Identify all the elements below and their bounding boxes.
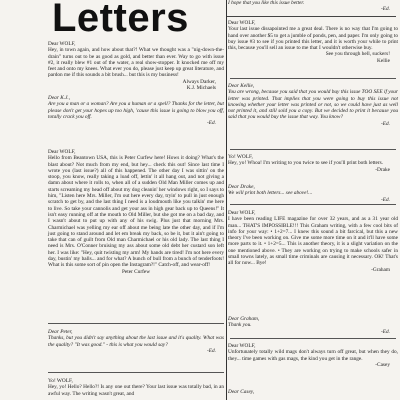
letter-signature: -Drake <box>375 166 390 173</box>
reply-salutation: Dear Graham, <box>228 316 260 322</box>
letter-salutation: Dear WOLF, <box>48 41 76 47</box>
letter-body: Hey, in town again, and how about that?! What we thought was a "nig-down-the-drain" turns out to be as good as gold, and better than ever. Way to go with issue #2, it really blew #1 out of the water, a real show-stopper. It knocked me off my feet and onto my knees. What ever you do, please just keep up great literature, and pardon me if this sounds a bit brush... but this is my business! <box>48 47 224 79</box>
letter-salutation: Dear WOLF, <box>228 210 256 216</box>
letter-yo <box>48 378 224 397</box>
page-title: Letters <box>52 0 189 40</box>
letter-casey <box>228 343 398 368</box>
letter-salutation: Dear WOLF, <box>228 20 256 26</box>
reply-graham <box>228 316 398 335</box>
reply-signature: -Ed. <box>207 347 216 354</box>
separator <box>230 149 396 150</box>
letter-salutation: Yo! WOLF, <box>228 154 253 160</box>
letter-salutation: Yo! WOLF, <box>48 378 73 384</box>
reply-body: You are wrong, because you said that you would buy this issue TOO SEE if your letter was printed. That implies that you were going to buy this issue not knowing whether your letter was printed or not, so we could have just as well not printed it, and still sold you a copy. But we decided to print it because you said that you would buy the issue that way. You know? <box>228 89 398 121</box>
reply-signature: -Ed. <box>381 196 390 203</box>
reply-body: Thanks, but you didn't say anything about the last issue and it's quality. What was the quality? "It was good." - this is what you would say? <box>48 335 224 348</box>
column-divider <box>226 0 227 400</box>
letter-graham <box>228 210 398 273</box>
letter-signature: -Graham <box>371 266 390 273</box>
letter-salutation: Dear WOLF, <box>48 149 76 155</box>
letter-signature: Kellie <box>377 57 390 64</box>
reply-signature: -Ed. <box>381 6 390 13</box>
letter-signoff: See you through hell, suckers! <box>325 51 390 58</box>
reply-continued <box>228 0 398 13</box>
reply-salutation: Dear Kellie, <box>228 83 255 89</box>
reply-kj <box>48 95 224 126</box>
reply-kellie <box>228 83 398 127</box>
separator <box>48 372 224 373</box>
letter-signature: -Casey <box>375 361 390 368</box>
letter-drake <box>228 154 398 173</box>
reply-salutation: Dear Casey, <box>228 389 255 395</box>
letter-signature: Peter Curfew <box>121 268 151 275</box>
letter-signoff: Always Darker, <box>182 78 216 85</box>
reply-body: Thank you. <box>228 322 252 329</box>
letter-body: Hello from Beantown USA, this is Peter Curfew here! Hows it doing? What's the blast about? Not much from my end, but hey... check this out! Since last time I wrote you (last issue?) all of this happened. The other day I was sittin' on the stoop, you know, really taking a load off, lettin' it all hang out, and not giving a damn about where it rolls to, when all of a sudden Old Man Miller comes up and starts screaming my head off about my dog cleanin' her windows right, so I says to him, "Listen here Mrs. Miller, I'm out here every day, tryin' to pull in just enough scratch to get by, and the last thing I need is a loudmouth like you talkin' me here to live. So take your cannolis and get your ass in high gear back up to Queens!" It isn't easy running off at the mouth to Old Miller, but she got me on a bad day, and I wasn't about to put up with any of his swig. Plus just that morning Mrs. Charmichael was yelling my ear off about me being late the other day, and if I'm just going to stand around and let em break my back, so be it, but it ain't going to take that can of guilt from Old man Charmichael or his old lady. The last thing I need is Mrs. O'Conner bruising my ass about some old debt her custard son left her. I was like: "Hey, quit twisting my arm! My hands are tired! I'm not here every day, bustin' my balls... and for what? A bunch of bull from a bunch of tenderfoots! What is this some sort of pin open the Instagram?!" Catch-off, and wear-off! <box>48 155 224 269</box>
header-rule <box>226 16 396 17</box>
letter-body: Hey, yo! Whoa! I'm writing to you twice to see if you'll print both letters. <box>228 160 384 167</box>
reply-body: Are you a man or a woman? Are you a human or a spell? Thanks for the letter, but please don't get your hopes up too high, 'cause this issue is going to blow you off, totally crack you off. <box>48 101 224 120</box>
letter-body: Hey, yo! Hello? Hello?! Is any one out there? Your last issue was totally bad, in an awful way. The writing wasn't great, and <box>48 384 224 397</box>
reply-signature: -Ed. <box>207 120 216 127</box>
letter-kellie <box>228 20 398 64</box>
reply-body: We will print both letters... see above!... <box>228 190 313 197</box>
letter-body: Your last issue dissapointed me a great deal. There is no way that I'm going to hand over another $5 to get a jumble of ponds, pen, and paper. I'm only going to buy issue #3 to see if you printed this letter, and it is worth your while to print this, because you'll sell an issue to me that I wouldn't otherwise buy. <box>228 26 398 52</box>
reply-peter <box>48 329 224 354</box>
separator <box>48 323 224 324</box>
reply-salutation: Dear K.J., <box>48 95 71 101</box>
letter-body: I have been reading LIFE magazine for over 32 years, and as a 31 year old man... THAT'S IMPOSSIBLE!!! This Graham writing, with a few cool bits of info for your way: • 1+2=7... I knew this sound a bit farcical, but this a new theory I've been working on. Give me some more time on it and it'll have some more parts to it. • 1+2=5... This is another theory, it is a slight variation on the one mentioned above. • They are working on trying to make schools safer in small towns lately, as small time criminals are causing it necessary. OK! That's all for now... Bye! <box>228 216 398 267</box>
reply-salutation: Dear Peter, <box>48 329 73 335</box>
separator <box>230 78 396 79</box>
separator <box>230 338 396 339</box>
letter-signature: K.J. Michaels <box>186 85 216 92</box>
reply-drake <box>228 184 398 203</box>
reply-body: I hope that you like this issue better. <box>228 0 305 6</box>
letter-body: Unfortunately totally wild mags don't always turn off great, but when they do, they... time games with gas mags, the kind you get in the range. <box>228 349 398 362</box>
reply-signature: -Ed. <box>381 120 390 127</box>
letter-km <box>48 41 224 91</box>
letter-salutation: Dear WOLF, <box>228 343 256 349</box>
reply-signature: -Ed. <box>381 328 390 335</box>
reply-casey <box>228 389 398 395</box>
letter-peter <box>48 149 224 275</box>
separator <box>230 204 396 205</box>
reply-salutation: Dear Drake, <box>228 184 255 190</box>
